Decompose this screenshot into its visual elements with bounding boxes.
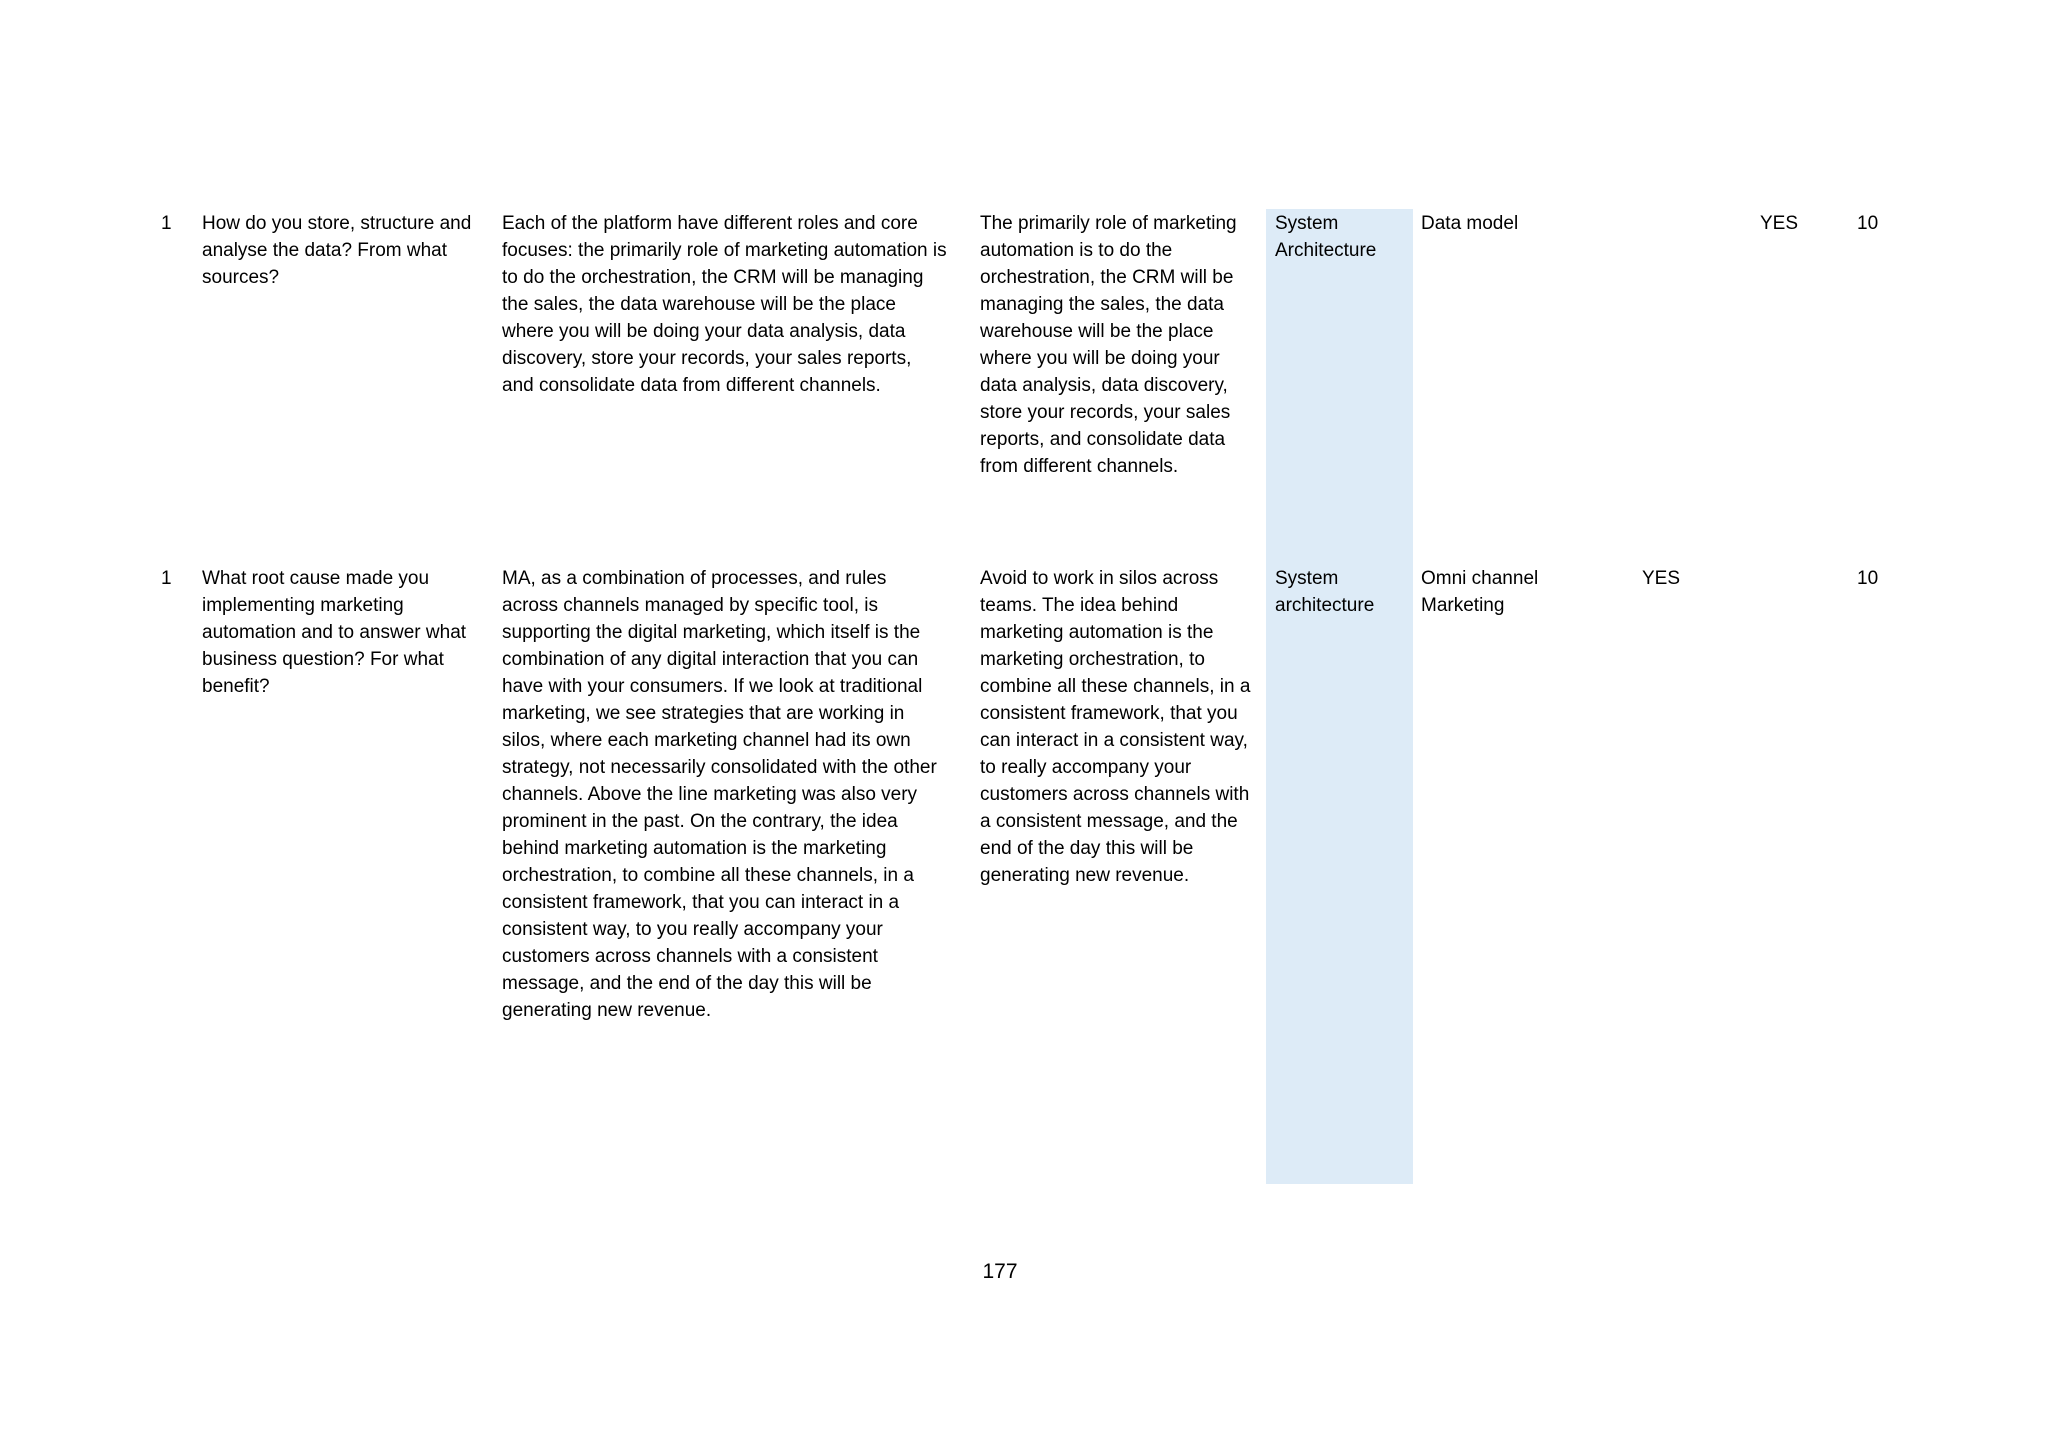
yes-column-2: YES [1760, 213, 1799, 234]
summary-text: Avoid to work in silos across teams. The idea behind marketing automation is the marketing orchestration, to combine all these channels, in a consistent framework, that you can interact in a consistent way, to really accompany your customers across channels with a consistent message, and the end of the day this will be generating new revenue. [980, 568, 1251, 886]
question-text: How do you store, structure and analyse the data? From what sources? [202, 213, 472, 288]
answer-text: MA, as a combination of processes, and rules across channels managed by specific tool, is supporting the digital marketing, which itself is the combination of any digital interaction that you can have with your consumers. If we look at traditional marketing, we see strategies that are working in silos, where each marketing channel had its own strategy, not necessarily consolidated with the other channels. Above the line marketing was also very prominent in the past. On the contrary, the idea behind marketing automation is the marketing orchestration, to combine all these channels, in a consistent framework, that you can interact in a consistent way, to you really accompany your customers across channels with a consistent message, and the end of the day this will be generating new revenue. [502, 568, 937, 1021]
category-column-shading [1266, 209, 1413, 1184]
score-value: 10 [1857, 213, 1879, 234]
question-text: What root cause made you implementing marketing automation and to answer what business question? For what benefit? [202, 568, 467, 697]
summary-text: The primarily role of marketing automation is to do the orchestration, the CRM will be managing the sales, the data warehouse will be the place where you will be doing your data analysis, data discovery, store your records, your sales reports, and consolidate data from different channels. [980, 213, 1237, 477]
score-value: 10 [1857, 568, 1879, 589]
category-text: System architecture [1275, 568, 1375, 616]
page-number: 177 [982, 1260, 1018, 1283]
category-text: System Architecture [1275, 213, 1377, 261]
row-number: 1 [161, 213, 172, 234]
answer-text: Each of the platform have different roles and core focuses: the primarily role of marketing automation is to do the orchestration, the CRM will be managing the sales, the data warehouse will be the place where you will be doing your data analysis, data discovery, store your records, your sales reports, and consolidate data from different channels. [502, 213, 947, 396]
subcategory-text: Data model [1421, 213, 1519, 234]
row-number: 1 [161, 568, 172, 589]
subcategory-text: Omni channel Marketing [1421, 568, 1539, 616]
yes-column-1: YES [1642, 568, 1681, 589]
